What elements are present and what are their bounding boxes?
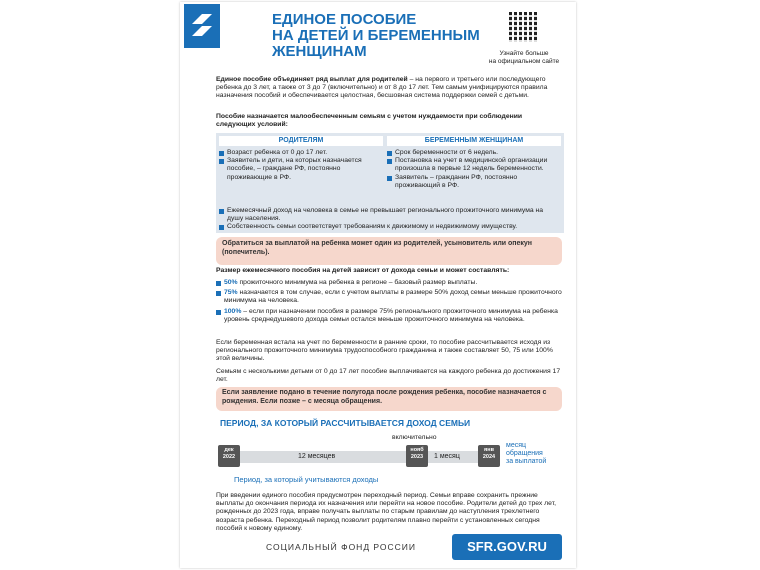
amount-list xyxy=(216,279,562,324)
list-item xyxy=(216,308,562,324)
conditions-table xyxy=(216,133,564,233)
list-item: Ежемесячный доход на человека в семье не превышает регионального прожиточного минимума на душу населения. xyxy=(219,207,559,223)
page-title: ЕДИНОЕ ПОСОБИЕ НА ДЕТЕЙ И БЕРЕМЕННЫМ ЖЕНЩИНАМ xyxy=(272,11,480,60)
list-item: Собственность семьи соответствует требованиям к движимому и недвижимому имуществу. xyxy=(219,223,559,231)
pregnant-list xyxy=(387,149,559,190)
qr-code[interactable] xyxy=(509,12,539,42)
twelve-months: 12 месяцев xyxy=(298,453,336,460)
list-item: Возраст ребенка от 0 до 17 лет. xyxy=(219,149,379,157)
leaflet-page xyxy=(180,2,576,568)
intro-lead: Единое пособие объединяет ряд выплат для родителей xyxy=(216,76,408,83)
conditions-heading: Пособие назначается малообеспеченным семьям с учетом нуждаемости при соблюдении следующих условий: xyxy=(216,113,523,129)
parents-header: РОДИТЕЛЯМ xyxy=(219,136,383,146)
pct-value: 75% xyxy=(224,289,238,297)
list-item xyxy=(216,279,562,287)
note-application-time: Если заявление подано в течение полугода после рождения ребенка, пособие назначается с рождения. Если позже – с месяца обращения. xyxy=(216,387,562,411)
timeline-title: ПЕРИОД, ЗА КОТОРЫЙ РАССЧИТЫВАЕТСЯ ДОХОД СЕМЬИ xyxy=(220,418,471,428)
footer-site-link[interactable]: SFR.GOV.RU xyxy=(452,534,562,560)
list-item: Заявитель и дети, на которых назначается пособие, – граждане РФ, постоянно проживающие в РФ. xyxy=(219,157,379,182)
sfr-logo xyxy=(184,4,220,48)
amount-heading: Размер ежемесячного пособия на детей зависит от дохода семьи и может составлять: xyxy=(216,267,510,274)
qr-caption: Узнайте больше на официальном сайте xyxy=(488,50,560,65)
common-conditions xyxy=(219,207,559,232)
pct-text: назначается в том случае, если с учетом выплаты в размере 50% доход семьи меньше прожиточного минимума на человека. xyxy=(224,289,562,305)
sfr-logo-icon xyxy=(188,10,216,40)
many-children-paragraph: Семьям с несколькими детьми от 0 до 17 лет пособие выплачивается на каждого ребенка до достижения 17 лет. xyxy=(216,368,561,384)
chip-end: янв 2024 xyxy=(478,445,500,467)
month-of-application: месяц обращения за выплатой xyxy=(506,442,547,466)
one-month: 1 месяц xyxy=(434,453,460,460)
chip-mid: нояб 2023 xyxy=(406,445,428,467)
chip-start: дек 2022 xyxy=(218,445,240,467)
intro-text: – на первого и третьего или последующего ребенка до 3 лет, а также от 3 до 7 (включительно) и от 8 до 17 лет. Тем самым унифицируются правила назначения пособий и обеспечивается целостная, бесшовная система поддержки семей с детьми. xyxy=(216,76,548,100)
pct-text: прожиточного минимума на ребенка в регионе – базовый размер выплаты. xyxy=(237,279,478,286)
period-caption: Период, за который учитываются доходы xyxy=(234,475,379,484)
pregnancy-paragraph: Если беременная встала на учет по беременности в ранние сроки, то пособие рассчитывается исходя из регионального прожиточного минимума трудоспособного гражданина и также составляет 50, 75 или 100% этой величины. xyxy=(216,339,553,363)
footer-fund-name: СОЦИАЛЬНЫЙ ФОНД РОССИИ xyxy=(266,542,417,552)
list-item xyxy=(216,289,562,305)
list-item: Заявитель – гражданин РФ, постоянно проживающий в РФ. xyxy=(387,174,559,190)
note-who-applies: Обратиться за выплатой на ребенка может один из родителей, усыновитель или опекун (попечитель). xyxy=(216,237,562,265)
transition-paragraph: При введении единого пособия предусмотрен переходный период. Семьи вправе сохранить прежние выплаты до окончания периода их назначения или перейти на новое пособие. Родители детей до трех лет, рожденных до 2023 года, вправе получать выплаты по старым правилам до наступления трехлетнего возраста ребенка. Переходный период позволит родителям плавно перейти с установленных сегодня пособий к новому единому. xyxy=(216,492,556,532)
pct-value: 100% xyxy=(224,307,242,315)
parents-list xyxy=(219,149,379,182)
pct-text: – если при назначении пособия в размере 75% регионального прожиточного минимума на ребенка уровень среднедушевого дохода семьи остался меньше прожиточного минимума на человека. xyxy=(224,307,558,323)
pct-value: 50% xyxy=(224,279,238,286)
list-item: Срок беременности от 6 недель. xyxy=(387,149,559,157)
pregnant-header: БЕРЕМЕННЫМ ЖЕНЩИНАМ xyxy=(387,136,561,146)
timeline-inclusive: включительно xyxy=(392,434,437,441)
intro-paragraph xyxy=(216,76,566,101)
list-item: Постановка на учет в медицинской организации произошла в первые 12 недель беременности. xyxy=(387,157,559,173)
